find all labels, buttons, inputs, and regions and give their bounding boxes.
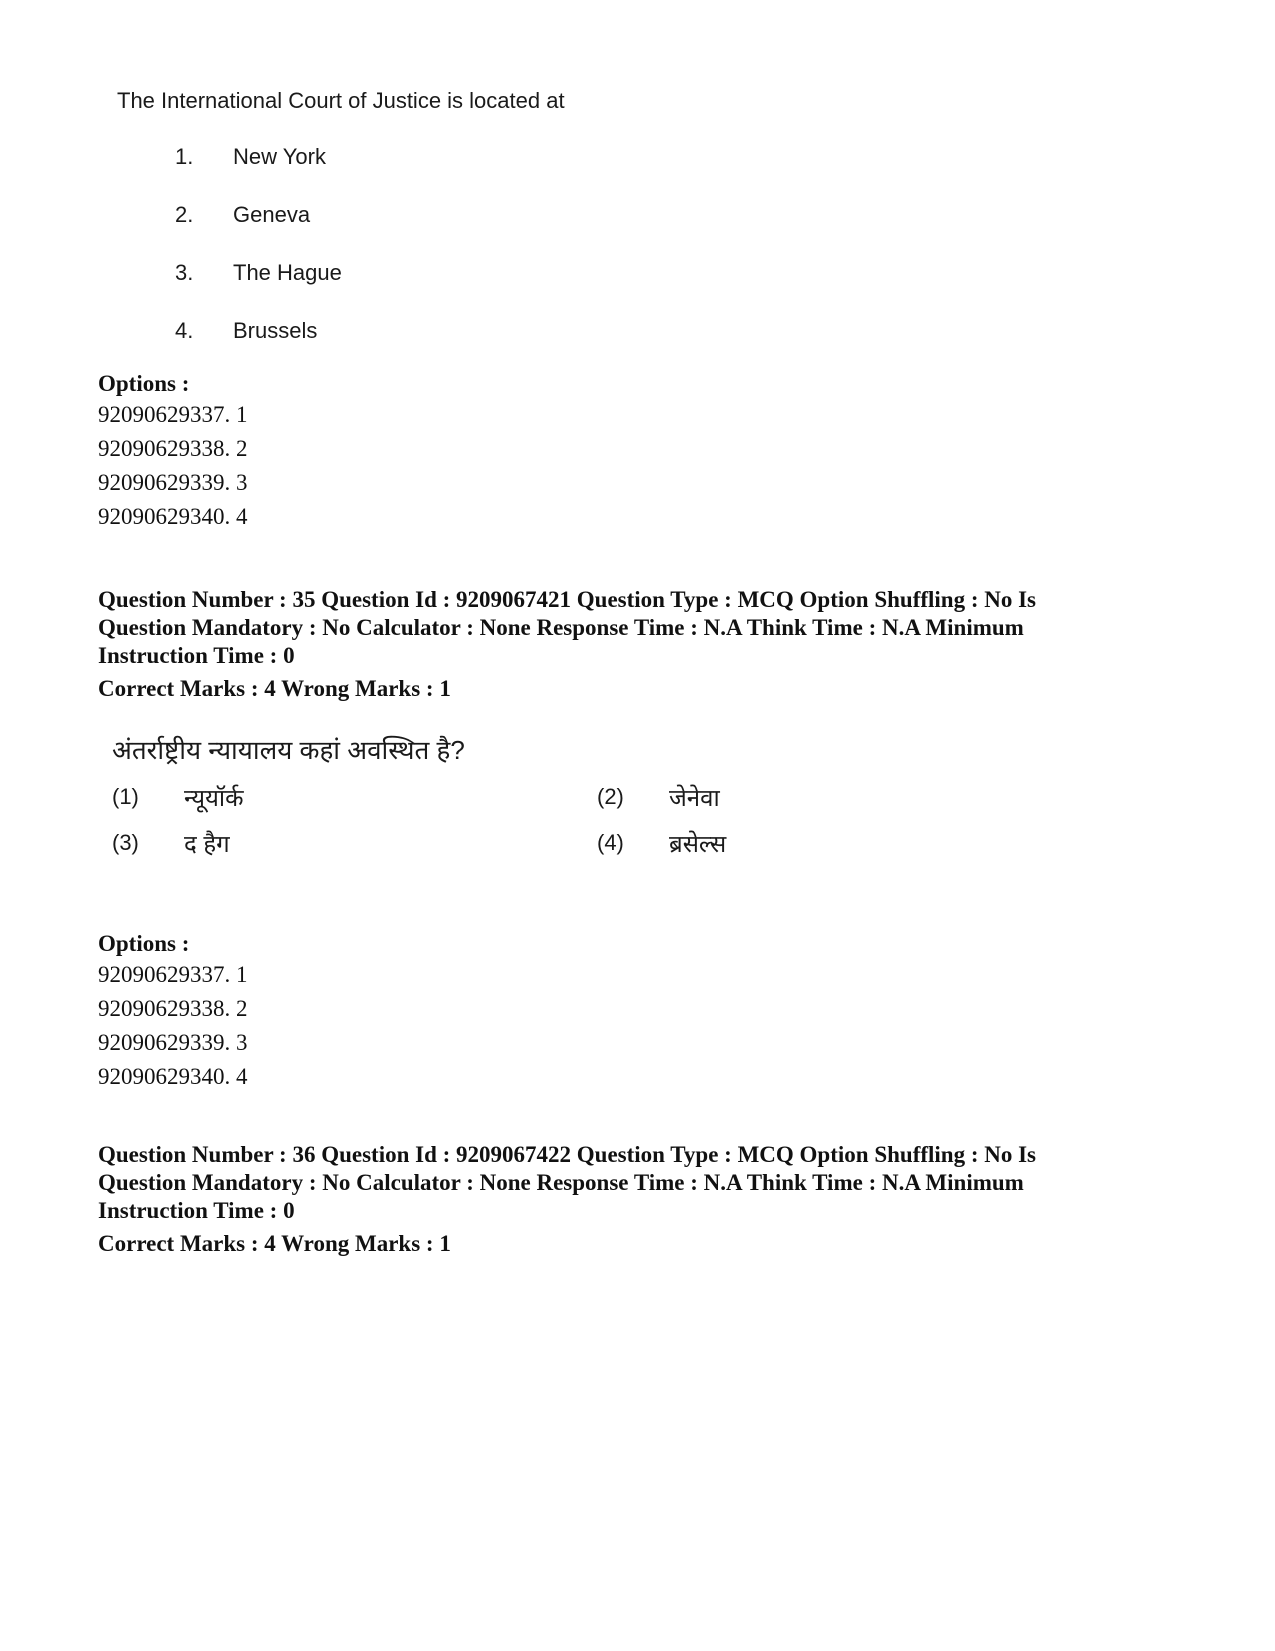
question-35-meta [98,586,1198,670]
question-34-options [98,370,1198,534]
choice-number: (1) [112,784,139,809]
choice-item [117,302,817,360]
choice-number: 1. [175,144,194,169]
choice-item [117,128,817,186]
question-36-marks: Correct Marks : 4 Wrong Marks : 1 [98,1231,451,1256]
option-line: 92090629337. 1 [98,962,248,987]
choice-item [112,824,597,862]
option-line: 92090629340. 4 [98,1064,248,1089]
question-35-options [98,930,1198,1094]
choice-text: Brussels [233,318,318,343]
question-34-stem: The International Court of Justice is located at [117,88,565,113]
choice-text: जेनेवा [669,784,720,812]
question-35-image [112,732,812,862]
choice-item [597,824,797,862]
choice-item [117,186,817,244]
meta-line: Question Number : 36 Question Id : 9209067422 Question Type : MCQ Option Shuffling : No Is [98,1142,1037,1167]
choice-text: Geneva [233,202,311,227]
option-line: 92090629339. 3 [98,470,248,495]
choice-number: (2) [597,784,624,809]
choice-text: New York [233,144,326,169]
choice-text: The Hague [233,260,342,285]
question-34-image [117,86,817,360]
choice-text: द हैग [184,830,230,858]
option-line: 92090629338. 2 [98,436,248,461]
choice-item [117,244,817,302]
choice-number: (4) [597,830,624,855]
choice-number: 4. [175,318,194,343]
option-line: 92090629338. 2 [98,996,248,1021]
question-34-choices [117,128,817,360]
option-line: 92090629337. 1 [98,402,248,427]
choice-item [597,778,797,816]
option-line: 92090629339. 3 [98,1030,248,1055]
choice-text: न्यूयॉर्क [184,784,244,812]
question-35-choices [112,778,812,862]
choice-item [112,778,597,816]
meta-line: Question Mandatory : No Calculator : None Response Time : N.A Think Time : N.A Minimum [98,615,1024,640]
options-heading: Options : [98,371,190,396]
question-35-marks: Correct Marks : 4 Wrong Marks : 1 [98,676,451,701]
choice-number: 2. [175,202,194,227]
options-heading: Options : [98,931,190,956]
choice-text: ब्रसेल्स [669,830,727,858]
meta-line: Question Number : 35 Question Id : 9209067421 Question Type : MCQ Option Shuffling : No Is [98,587,1037,612]
meta-line: Question Mandatory : No Calculator : None Response Time : N.A Think Time : N.A Minimum [98,1170,1024,1195]
option-line: 92090629340. 4 [98,504,248,529]
question-36-meta [98,1141,1198,1225]
choice-number: 3. [175,260,194,285]
choice-number: (3) [112,830,139,855]
meta-line: Instruction Time : 0 [98,1198,295,1223]
question-35-stem: अंतर्राष्ट्रीय न्यायालय कहां अवस्थित है? [112,735,465,765]
meta-line: Instruction Time : 0 [98,643,295,668]
